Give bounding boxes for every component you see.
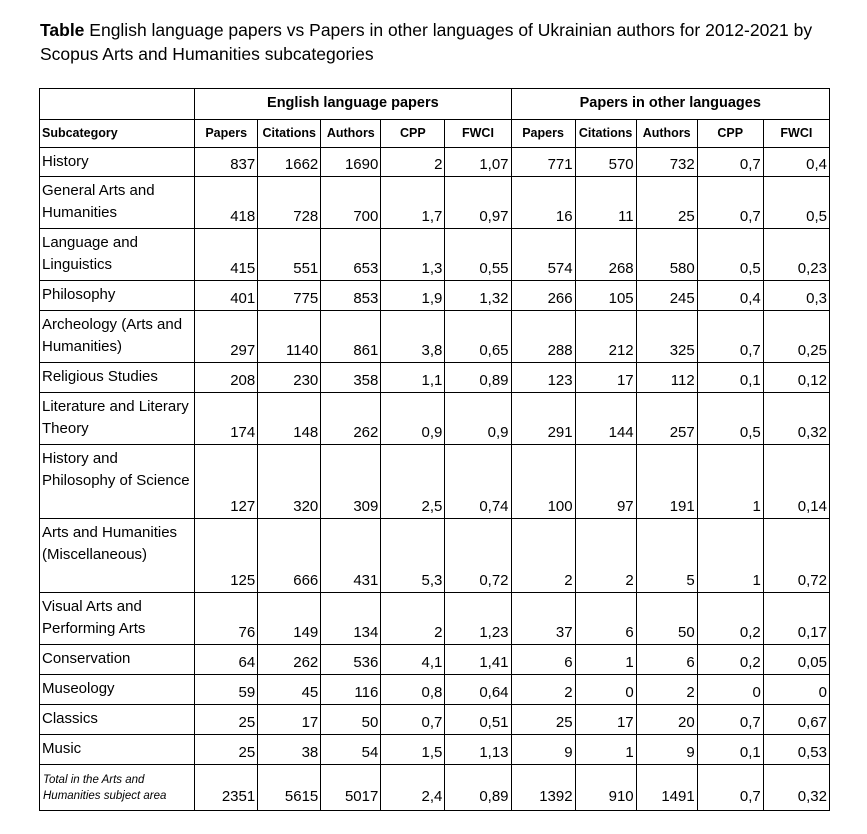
row-subcategory: Literature and Literary Theory: [40, 393, 195, 445]
group-english-header: English language papers: [195, 89, 511, 120]
cell-ot-cpp: 0,4: [697, 281, 763, 311]
table-row: [40, 177, 830, 229]
cell-ot-papers: 37: [511, 593, 575, 645]
cell-ot-cpp: 1: [697, 445, 763, 519]
cell-ot-cpp: 0,1: [697, 735, 763, 765]
cell-ot-authors: 20: [636, 705, 697, 735]
cell-en-cpp: 1,1: [381, 363, 445, 393]
cell-en-papers: 127: [195, 445, 258, 519]
caption-bold: Table: [40, 20, 85, 40]
cell-ot-cpp: 0,7: [697, 311, 763, 363]
col-en-papers: Papers: [195, 120, 258, 148]
table-row: [40, 675, 830, 705]
cell-en-cpp: 0,8: [381, 675, 445, 705]
table-row: [40, 593, 830, 645]
cell-en-fwci: 0,72: [445, 519, 511, 593]
cell-en-papers: 59: [195, 675, 258, 705]
cell-ot-citations: 6: [575, 593, 636, 645]
cell-en-citations: 230: [258, 363, 321, 393]
cell-en-citations: 17: [258, 705, 321, 735]
cell-en-citations: 728: [258, 177, 321, 229]
cell-en-fwci: 0,55: [445, 229, 511, 281]
cell-ot-fwci: 0,12: [763, 363, 829, 393]
cell-ot-fwci: 0,3: [763, 281, 829, 311]
cell-ot-cpp: 0,2: [697, 645, 763, 675]
cell-en-citations: 775: [258, 281, 321, 311]
cell-ot-fwci: 0,17: [763, 593, 829, 645]
cell-ot-authors: 325: [636, 311, 697, 363]
cell-en-authors: 116: [321, 675, 381, 705]
cell-ot-citations: 105: [575, 281, 636, 311]
cell-en-citations: 149: [258, 593, 321, 645]
cell-ot-citations: 1: [575, 645, 636, 675]
table-row: [40, 393, 830, 445]
cell-en-papers: 125: [195, 519, 258, 593]
cell-ot-authors: 580: [636, 229, 697, 281]
cell-en-cpp: 3,8: [381, 311, 445, 363]
col-ot-cpp: CPP: [697, 120, 763, 148]
group-other-header: Papers in other languages: [511, 89, 829, 120]
table-row: [40, 645, 830, 675]
cell-en-fwci: 1,23: [445, 593, 511, 645]
total-en-citations: 5615: [258, 765, 321, 811]
row-subcategory: Music: [40, 735, 195, 765]
cell-ot-citations: 570: [575, 148, 636, 177]
cell-en-papers: 401: [195, 281, 258, 311]
total-en-cpp: 2,4: [381, 765, 445, 811]
cell-en-authors: 309: [321, 445, 381, 519]
cell-ot-citations: 17: [575, 363, 636, 393]
cell-en-fwci: 1,13: [445, 735, 511, 765]
cell-ot-fwci: 0,5: [763, 177, 829, 229]
cell-ot-cpp: 0,1: [697, 363, 763, 393]
cell-en-fwci: 0,74: [445, 445, 511, 519]
cell-ot-papers: 100: [511, 445, 575, 519]
cell-en-authors: 262: [321, 393, 381, 445]
row-subcategory: Arts and Humanities (Miscellaneous): [40, 519, 195, 593]
table-row: [40, 519, 830, 593]
cell-ot-authors: 112: [636, 363, 697, 393]
cell-ot-citations: 0: [575, 675, 636, 705]
cell-ot-citations: 268: [575, 229, 636, 281]
cell-en-citations: 1140: [258, 311, 321, 363]
cell-ot-fwci: 0,23: [763, 229, 829, 281]
col-ot-authors: Authors: [636, 120, 697, 148]
cell-en-cpp: 1,3: [381, 229, 445, 281]
cell-ot-cpp: 0,7: [697, 705, 763, 735]
cell-en-authors: 861: [321, 311, 381, 363]
row-subcategory: Conservation: [40, 645, 195, 675]
data-table: [39, 88, 830, 811]
cell-en-citations: 38: [258, 735, 321, 765]
cell-ot-papers: 2: [511, 519, 575, 593]
cell-en-cpp: 4,1: [381, 645, 445, 675]
table-row: [40, 229, 830, 281]
cell-ot-authors: 191: [636, 445, 697, 519]
table-row: [40, 735, 830, 765]
table-row: [40, 281, 830, 311]
cell-en-cpp: 1,5: [381, 735, 445, 765]
cell-ot-authors: 5: [636, 519, 697, 593]
table-row: [40, 705, 830, 735]
total-en-papers: 2351: [195, 765, 258, 811]
table-row: [40, 148, 830, 177]
row-subcategory: History: [40, 148, 195, 177]
total-ot-cpp: 0,7: [697, 765, 763, 811]
cell-en-papers: 297: [195, 311, 258, 363]
cell-en-papers: 64: [195, 645, 258, 675]
cell-ot-cpp: 0,7: [697, 177, 763, 229]
cell-ot-cpp: 0,7: [697, 148, 763, 177]
row-subcategory: Language and Linguistics: [40, 229, 195, 281]
cell-ot-citations: 2: [575, 519, 636, 593]
cell-en-fwci: 0,89: [445, 363, 511, 393]
cell-en-cpp: 1,9: [381, 281, 445, 311]
table-caption: [40, 18, 840, 66]
cell-en-citations: 666: [258, 519, 321, 593]
row-subcategory: General Arts and Humanities: [40, 177, 195, 229]
cell-ot-cpp: 0: [697, 675, 763, 705]
cell-en-authors: 50: [321, 705, 381, 735]
cell-ot-cpp: 0,2: [697, 593, 763, 645]
cell-en-cpp: 2: [381, 148, 445, 177]
row-subcategory: Archeology (Arts and Humanities): [40, 311, 195, 363]
row-subcategory: Philosophy: [40, 281, 195, 311]
cell-ot-fwci: 0,05: [763, 645, 829, 675]
cell-ot-citations: 97: [575, 445, 636, 519]
cell-en-fwci: 0,51: [445, 705, 511, 735]
cell-en-papers: 208: [195, 363, 258, 393]
cell-en-citations: 148: [258, 393, 321, 445]
cell-en-papers: 25: [195, 735, 258, 765]
cell-ot-fwci: 0,53: [763, 735, 829, 765]
cell-en-cpp: 2,5: [381, 445, 445, 519]
cell-ot-papers: 291: [511, 393, 575, 445]
cell-ot-citations: 11: [575, 177, 636, 229]
cell-ot-papers: 288: [511, 311, 575, 363]
cell-en-papers: 76: [195, 593, 258, 645]
cell-ot-authors: 50: [636, 593, 697, 645]
col-en-cpp: CPP: [381, 120, 445, 148]
cell-ot-fwci: 0,32: [763, 393, 829, 445]
cell-en-authors: 653: [321, 229, 381, 281]
cell-ot-authors: 732: [636, 148, 697, 177]
cell-ot-papers: 123: [511, 363, 575, 393]
cell-en-papers: 418: [195, 177, 258, 229]
cell-ot-authors: 25: [636, 177, 697, 229]
cell-en-citations: 45: [258, 675, 321, 705]
cell-ot-papers: 9: [511, 735, 575, 765]
cell-en-authors: 700: [321, 177, 381, 229]
cell-ot-authors: 257: [636, 393, 697, 445]
cell-ot-cpp: 1: [697, 519, 763, 593]
cell-ot-fwci: 0,25: [763, 311, 829, 363]
cell-ot-papers: 2: [511, 675, 575, 705]
cell-ot-fwci: 0: [763, 675, 829, 705]
table-row: [40, 445, 830, 519]
cell-en-citations: 551: [258, 229, 321, 281]
cell-ot-fwci: 0,72: [763, 519, 829, 593]
total-ot-authors: 1491: [636, 765, 697, 811]
cell-en-cpp: 2: [381, 593, 445, 645]
cell-en-papers: 837: [195, 148, 258, 177]
cell-ot-citations: 144: [575, 393, 636, 445]
total-label: Total in the Arts and Humanities subject area: [40, 765, 195, 811]
cell-ot-cpp: 0,5: [697, 229, 763, 281]
cell-en-authors: 358: [321, 363, 381, 393]
cell-ot-authors: 9: [636, 735, 697, 765]
col-subcategory: Subcategory: [40, 120, 195, 148]
cell-en-fwci: 0,64: [445, 675, 511, 705]
cell-ot-papers: 771: [511, 148, 575, 177]
cell-en-authors: 853: [321, 281, 381, 311]
total-row: [40, 765, 830, 811]
row-subcategory: Museology: [40, 675, 195, 705]
row-subcategory: Religious Studies: [40, 363, 195, 393]
cell-ot-citations: 17: [575, 705, 636, 735]
cell-ot-cpp: 0,5: [697, 393, 763, 445]
corner-blank: [40, 89, 195, 120]
cell-en-fwci: 1,41: [445, 645, 511, 675]
cell-en-fwci: 0,97: [445, 177, 511, 229]
cell-en-fwci: 0,65: [445, 311, 511, 363]
col-en-authors: Authors: [321, 120, 381, 148]
cell-en-authors: 134: [321, 593, 381, 645]
cell-ot-papers: 6: [511, 645, 575, 675]
cell-en-citations: 262: [258, 645, 321, 675]
row-subcategory: History and Philosophy of Science: [40, 445, 195, 519]
cell-ot-papers: 25: [511, 705, 575, 735]
cell-ot-citations: 212: [575, 311, 636, 363]
cell-ot-fwci: 0,67: [763, 705, 829, 735]
cell-ot-papers: 574: [511, 229, 575, 281]
row-subcategory: Visual Arts and Performing Arts: [40, 593, 195, 645]
cell-en-authors: 536: [321, 645, 381, 675]
cell-en-cpp: 1,7: [381, 177, 445, 229]
cell-ot-fwci: 0,14: [763, 445, 829, 519]
cell-en-cpp: 5,3: [381, 519, 445, 593]
total-en-authors: 5017: [321, 765, 381, 811]
cell-en-papers: 25: [195, 705, 258, 735]
cell-ot-authors: 245: [636, 281, 697, 311]
col-ot-papers: Papers: [511, 120, 575, 148]
total-ot-fwci: 0,32: [763, 765, 829, 811]
cell-en-authors: 54: [321, 735, 381, 765]
row-subcategory: Classics: [40, 705, 195, 735]
cell-ot-papers: 16: [511, 177, 575, 229]
col-en-citations: Citations: [258, 120, 321, 148]
cell-en-cpp: 0,7: [381, 705, 445, 735]
cell-en-fwci: 1,32: [445, 281, 511, 311]
total-ot-papers: 1392: [511, 765, 575, 811]
cell-en-citations: 320: [258, 445, 321, 519]
col-en-fwci: FWCI: [445, 120, 511, 148]
col-ot-fwci: FWCI: [763, 120, 829, 148]
cell-ot-citations: 1: [575, 735, 636, 765]
cell-ot-fwci: 0,4: [763, 148, 829, 177]
cell-ot-authors: 2: [636, 675, 697, 705]
cell-ot-papers: 266: [511, 281, 575, 311]
table-row: [40, 363, 830, 393]
cell-en-authors: 1690: [321, 148, 381, 177]
table-row: [40, 311, 830, 363]
cell-en-citations: 1662: [258, 148, 321, 177]
cell-en-papers: 174: [195, 393, 258, 445]
cell-ot-authors: 6: [636, 645, 697, 675]
col-ot-citations: Citations: [575, 120, 636, 148]
cell-en-cpp: 0,9: [381, 393, 445, 445]
total-en-fwci: 0,89: [445, 765, 511, 811]
total-ot-citations: 910: [575, 765, 636, 811]
cell-en-fwci: 0,9: [445, 393, 511, 445]
cell-en-papers: 415: [195, 229, 258, 281]
cell-en-fwci: 1,07: [445, 148, 511, 177]
caption-text: English language papers vs Papers in other languages of Ukrainian authors for 2012-2021 by Scopus Arts and Humanities subcategories: [40, 20, 813, 64]
cell-en-authors: 431: [321, 519, 381, 593]
